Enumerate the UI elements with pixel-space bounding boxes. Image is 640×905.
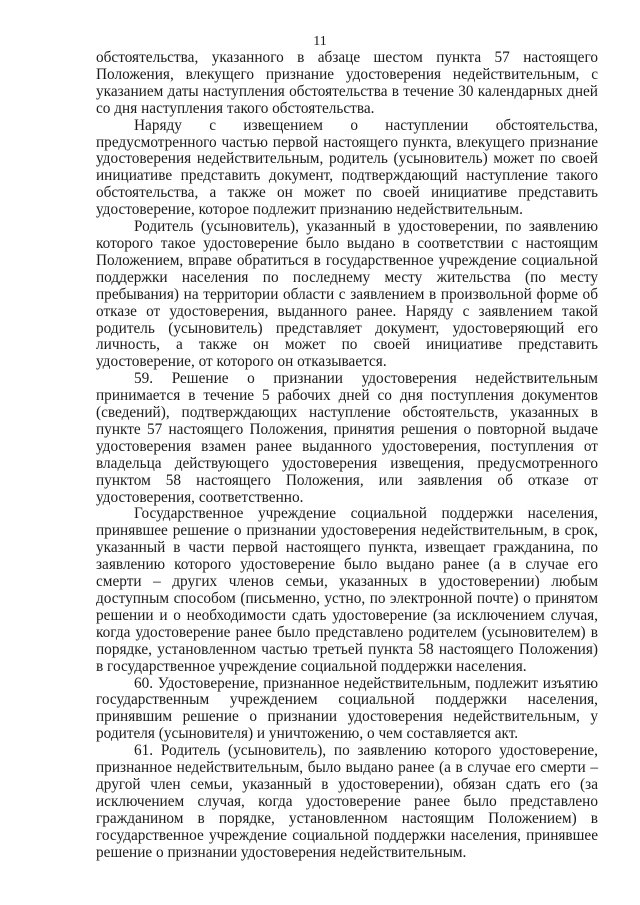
- page-number: 11: [313, 34, 327, 49]
- paragraph-7-item-61: 61. Родитель (усыновитель), по заявлению которого удостоверение, признанное недействительным, было выдано ранее (а в случае его смерти – другой член семьи, указанный в удостоверении), обязан сдать его (за исключением случая, когда удостоверение ранее было представлено гражданином в порядке, установленном настоящим Положением) в государственное учреждение социальной поддержки населения, принявшее решение о признании удостоверения недействительным.: [96, 742, 598, 861]
- paragraph-4-item-59: 59. Решение о признании удостоверения недействительным принимается в течение 5 рабочих дней со дня поступления документов (сведений), подтверждающих наступление обстоятельств, указанных в пункте 57 настоящего Положения, принятия решения о повторной выдаче удостоверения взамен ранее выданного удостоверения, поступления от владельца действующего удостоверения извещения, предусмотренного пунктом 58 настоящего Положения, или заявления об отказе от удостоверения, соответственно.: [96, 370, 598, 506]
- paragraph-6-item-60: 60. Удостоверение, признанное недействительным, подлежит изъятию государственным учреждением социальной поддержки населения, принявшим решение о признании удостоверения недействительным, у родителя (усыновителя) и уничтожению, о чем составляется акт.: [96, 674, 598, 743]
- paragraph-5: Государственное учреждение социальной поддержки населения, принявшее решение о признании удостоверения недействительным, в срок, указанный в части первой настоящего пункта, извещает гражданина, по заявлению которого удостоверение было выдано ранее (а в случае его смерти – других членов семьи, указанных в удостоверении) любым доступным способом (письменно, устно, по электронной почте) о принятом решении и о необходимости сдать удостоверение (за исключением случая, когда удостоверение ранее было представлено родителем (усыновителем) в порядке, установленном частью третьей пункта 58 настоящего Положения) в государственное учреждение социальной поддержки населения.: [96, 505, 598, 675]
- paragraph-2: Наряду с извещением о наступлении обстоятельства, предусмотренного частью первой настоящего пункта, влекущего признание удостоверения недействительным, родитель (усыновитель) может по своей инициативе представить документ, подтверждающий наступление такого обстоятельства, а также он может по своей инициативе представить удостоверение, которое подлежит признанию недействительным.: [96, 116, 598, 219]
- document-body: [96, 50, 598, 862]
- paragraph-1: обстоятельства, указанного в абзаце шестом пункта 57 настоящего Положения, влекущего признание удостоверения недействительным, с указанием даты наступления обстоятельства в течение 30 календарных дней со дня наступления такого обстоятельства.: [96, 49, 598, 117]
- paragraph-3: Родитель (усыновитель), указанный в удостоверении, по заявлению которого такое удостоверение было выдано в соответствии с настоящим Положением, вправе обратиться в государственное учреждение социальной поддержки населения по последнему месту жительства (по месту пребывания) на территории области с заявлением в произвольной форме об отказе от удостоверения, выданного ранее. Наряду с заявлением такой родитель (усыновитель) представляет документ, удостоверяющий его личность, а также он может по своей инициативе представить удостоверение, от которого он отказывается.: [96, 218, 598, 371]
